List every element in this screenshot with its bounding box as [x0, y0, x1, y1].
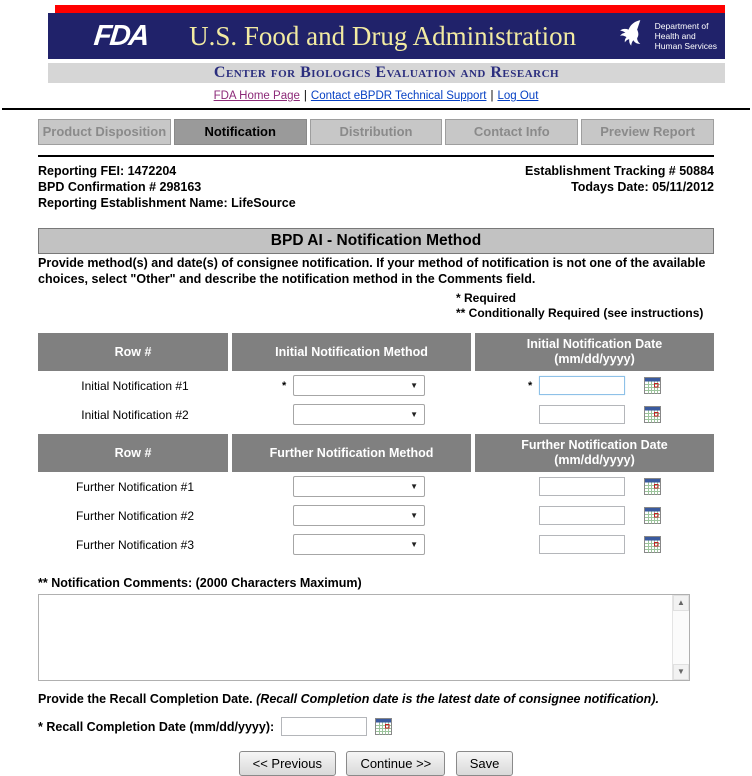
- required-asterisk: *: [282, 379, 287, 392]
- calendar-button[interactable]: [644, 377, 661, 394]
- initial-notification-date-1-input[interactable]: [539, 376, 625, 395]
- scroll-up-icon[interactable]: ▲: [673, 595, 689, 611]
- chevron-down-icon: ▼: [410, 410, 418, 419]
- hhs-text-line1: Department of: [654, 21, 709, 31]
- calendar-button[interactable]: [644, 536, 661, 553]
- reporting-fei: Reporting FEI: 1472204: [38, 164, 177, 178]
- col-header-further-date: [475, 434, 714, 472]
- col-header-further-method: Further Notification Method: [232, 434, 471, 472]
- chevron-down-icon: ▼: [410, 511, 418, 520]
- required-asterisk: *: [528, 379, 533, 392]
- save-button[interactable]: Save: [456, 751, 514, 776]
- initial-notification-date-2-input[interactable]: [539, 405, 625, 424]
- establishment-tracking: Establishment Tracking # 50884: [525, 164, 714, 178]
- red-top-bar: [55, 5, 725, 13]
- notification-comments-wrapper: [38, 594, 690, 681]
- calendar-icon: [644, 536, 661, 553]
- notification-comments-textarea[interactable]: [39, 595, 672, 680]
- recall-completion-date-input[interactable]: [281, 717, 367, 736]
- fda-home-link[interactable]: FDA Home Page: [213, 90, 300, 102]
- recall-instruction: [38, 692, 728, 706]
- report-info: [38, 163, 714, 211]
- further-notification-date-1-input[interactable]: [539, 477, 625, 496]
- col-header-row: Row #: [38, 333, 228, 371]
- row-label: Further Notification #2: [75, 508, 195, 523]
- tab-product-disposition[interactable]: Product Disposition: [38, 119, 171, 145]
- recall-instruction-italic: (Recall Completion date is the latest date of consignee notification).: [256, 692, 659, 706]
- further-notification-method-3-select[interactable]: [293, 534, 425, 555]
- further-notification-method-1-select[interactable]: [293, 476, 425, 497]
- banner-title: U.S. Food and Drug Administration: [189, 20, 577, 51]
- further-notification-method-2-select[interactable]: [293, 505, 425, 526]
- initial-notification-table: [38, 333, 714, 429]
- calendar-button[interactable]: [644, 507, 661, 524]
- required-note: * Required: [456, 291, 517, 305]
- col-header-row: Row #: [38, 434, 228, 472]
- hhs-text-line2: Health and: [654, 31, 696, 41]
- calendar-icon: [644, 478, 661, 495]
- header-links: [0, 90, 752, 102]
- chevron-down-icon: ▼: [410, 540, 418, 549]
- col-header-further-date-line2: (mm/dd/yyyy): [554, 453, 635, 467]
- initial-notification-method-1-select[interactable]: [293, 375, 425, 396]
- initial-notification-method-2-select[interactable]: [293, 404, 425, 425]
- initial-table-header: [38, 333, 714, 371]
- tab-bar: [38, 119, 714, 145]
- hhs-logo: [618, 18, 717, 54]
- col-header-initial-method: Initial Notification Method: [232, 333, 471, 371]
- notification-comments-label: ** Notification Comments: (2000 Characters Maximum): [38, 576, 362, 590]
- calendar-icon: [644, 406, 661, 423]
- table-row: [38, 371, 714, 400]
- link-separator: |: [303, 90, 307, 102]
- calendar-button[interactable]: [375, 718, 392, 735]
- further-notification-date-3-input[interactable]: [539, 535, 625, 554]
- further-notification-date-2-input[interactable]: [539, 506, 625, 525]
- calendar-icon: [644, 377, 661, 394]
- form-buttons: [0, 751, 752, 776]
- calendar-button[interactable]: [644, 478, 661, 495]
- bpd-confirmation: BPD Confirmation # 298163: [38, 180, 202, 194]
- table-row: [38, 472, 714, 501]
- chevron-down-icon: ▼: [410, 482, 418, 491]
- further-table-header: [38, 434, 714, 472]
- table-row: [38, 501, 714, 530]
- calendar-icon: [375, 718, 392, 735]
- continue-button[interactable]: Continue >>: [346, 751, 445, 776]
- tab-divider: [38, 155, 714, 157]
- link-separator: |: [490, 90, 494, 102]
- report-info-left: [38, 163, 296, 211]
- hhs-text: [655, 21, 717, 51]
- calendar-button[interactable]: [644, 406, 661, 423]
- page-title: BPD AI - Notification Method: [38, 228, 714, 254]
- table-row: [38, 400, 714, 429]
- fda-banner: [48, 13, 725, 59]
- chevron-down-icon: ▼: [410, 381, 418, 390]
- row-label: Initial Notification #2: [81, 407, 189, 422]
- reporting-establishment-name: Reporting Establishment Name: LifeSource: [38, 196, 296, 210]
- row-label: Initial Notification #1: [81, 378, 189, 393]
- table-row: [38, 530, 714, 559]
- cber-title-bar: Center for Biologics Evaluation and Research: [48, 63, 725, 83]
- recall-date-label: * Recall Completion Date (mm/dd/yyyy):: [38, 719, 275, 734]
- row-label: Further Notification #1: [75, 479, 195, 494]
- header-banner: [48, 5, 725, 83]
- ebpdr-notification-page: [0, 5, 752, 771]
- calendar-icon: [644, 507, 661, 524]
- tab-distribution[interactable]: Distribution: [310, 119, 443, 145]
- conditionally-required-note: ** Conditionally Required (see instructions): [456, 306, 704, 320]
- log-out-link[interactable]: Log Out: [497, 90, 539, 102]
- tab-notification[interactable]: Notification: [174, 119, 307, 145]
- report-info-right: [525, 163, 714, 211]
- recall-date-row: [38, 717, 752, 736]
- fda-logo: FDA: [92, 19, 150, 52]
- scroll-down-icon[interactable]: ▼: [673, 664, 689, 680]
- col-header-further-date-line1: Further Notification Date: [521, 438, 668, 452]
- hhs-text-line3: Human Services: [654, 41, 717, 51]
- header-divider: [2, 108, 750, 110]
- tab-contact-info[interactable]: Contact Info: [445, 119, 578, 145]
- col-header-initial-date-line1: Initial Notification Date: [526, 337, 663, 351]
- instructions-text: Provide method(s) and date(s) of consignee notification. If your method of notification is not one of the available choices, select "Other" and describe the notification method in the Comments field.: [38, 256, 706, 286]
- further-notification-table: [38, 434, 714, 559]
- col-header-initial-date: [475, 333, 714, 371]
- recall-instruction-bold: Provide the Recall Completion Date.: [38, 692, 253, 706]
- row-label: Further Notification #3: [75, 537, 195, 552]
- tab-preview-report[interactable]: Preview Report: [581, 119, 714, 145]
- hhs-eagle-icon: [618, 18, 652, 54]
- required-notes: [38, 291, 714, 321]
- todays-date: Todays Date: 05/11/2012: [571, 180, 714, 194]
- previous-button[interactable]: << Previous: [239, 751, 336, 776]
- textarea-scrollbar[interactable]: [672, 595, 689, 680]
- contact-support-link[interactable]: Contact eBPDR Technical Support: [310, 90, 487, 102]
- col-header-initial-date-line2: (mm/dd/yyyy): [554, 352, 635, 366]
